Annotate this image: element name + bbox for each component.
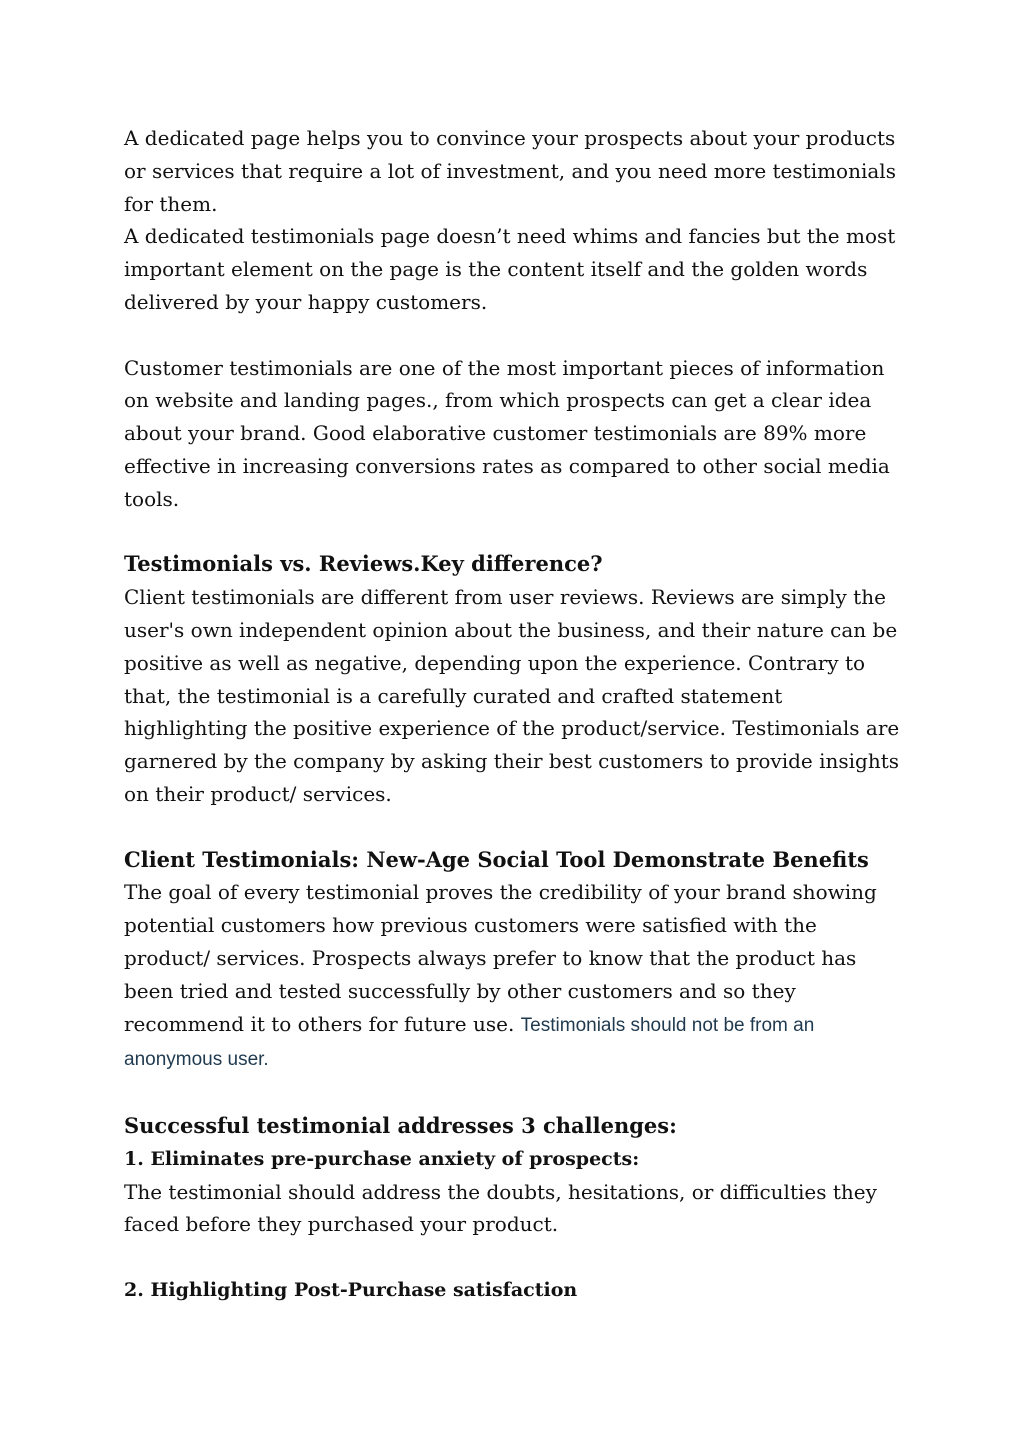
intro-paragraph-2: A dedicated testimonials page doesn’t need whims and fancies but the most important element on the page is the content itself and the golden words delivered by your happy customers. — [124, 224, 896, 314]
section-body-sans-text: Testimonials should not be from an anonymous user. — [124, 1014, 815, 1071]
document-page — [124, 122, 904, 1307]
section-heading-challenges: Successful testimonial addresses 3 challenges: — [124, 1112, 677, 1138]
section-body-testimonials-vs-reviews: Client testimonials are different from user reviews. Reviews are simply the user's own independent opinion about the business, and their nature can be positive as well as negative, depending upon the experience. Contrary to that, the testimonial is a carefully curated and crafted statement highlighting the positive experience of the product/service. Testimonials are garnered by the company by asking their best customers to provide insights on their product/ services. — [124, 585, 900, 806]
spacer — [124, 1077, 904, 1110]
list-item-heading-1: 1. Eliminates pre-purchase anxiety of prospects: — [124, 1147, 640, 1170]
section-heading-client-testimonials: Client Testimonials: New-Age Social Tool Demonstrate Benefits — [124, 846, 869, 872]
section-body-client-testimonials — [124, 876, 904, 1077]
spacer — [124, 516, 904, 549]
section-body-serif-text: The goal of every testimonial proves the credibility of your brand showing potential customers how previous customers were satisfied with the product/ services. Prospects always prefer to know that the product has been tried and tested successfully by other customers and so they recommend it to others for future use. — [124, 880, 877, 1036]
spacer — [124, 1241, 904, 1274]
intro-paragraph-1: A dedicated page helps you to convince your prospects about your products or services that require a lot of investment, and you need more testimonials for them. — [124, 126, 896, 216]
list-item-heading-2: 2. Highlighting Post-Purchase satisfaction — [124, 1278, 578, 1301]
spacer — [124, 319, 904, 352]
intro-paragraph-3: Customer testimonials are one of the most important pieces of information on website and landing pages., from which prospects can get a clear idea about your brand. Good elaborative customer testimonials are 89% more effective in increasing conversions rates as compared to other social media tools. — [124, 355, 890, 511]
list-item-body-1: The testimonial should address the doubts, hesitations, or difficulties they faced before they purchased your product. — [124, 1179, 877, 1237]
section-heading-testimonials-vs-reviews: Testimonials vs. Reviews.Key difference? — [124, 551, 603, 577]
spacer — [124, 811, 904, 844]
